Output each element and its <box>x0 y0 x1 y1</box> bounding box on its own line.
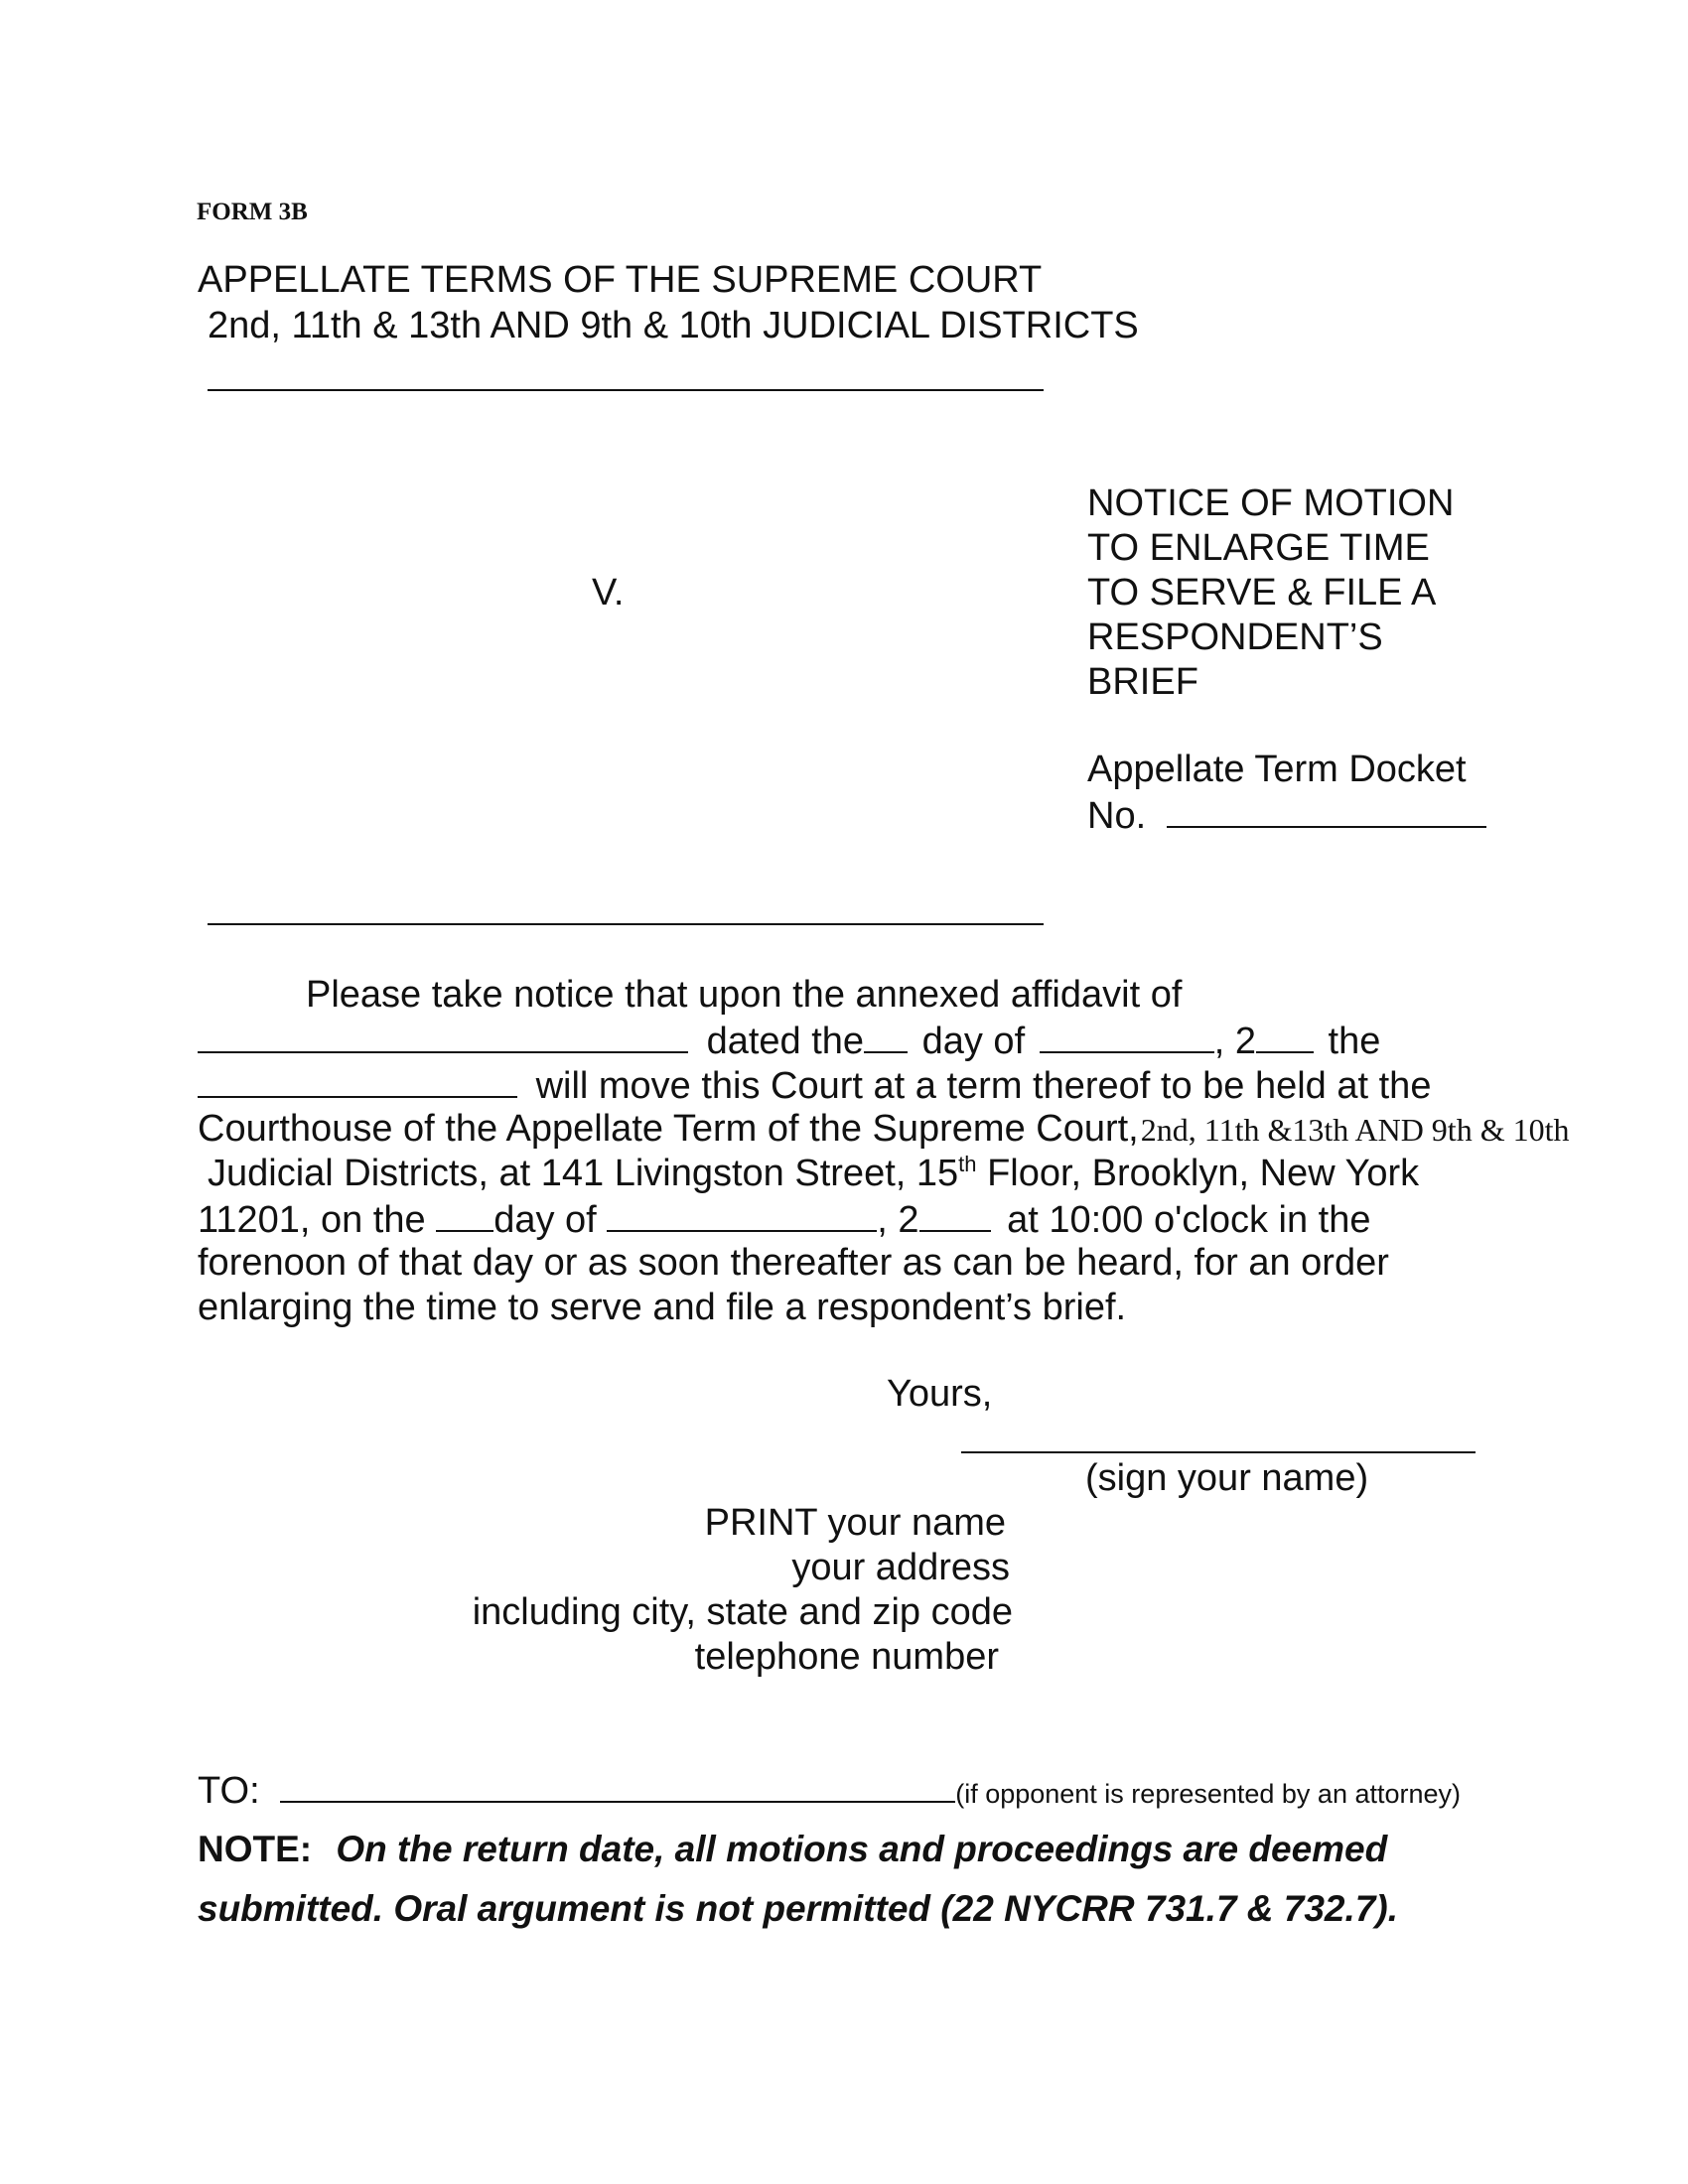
movant-field[interactable] <box>198 1062 517 1098</box>
motion-title-line: NOTICE OF MOTION <box>1087 482 1455 524</box>
address-label: your address <box>791 1547 1010 1588</box>
opponent-attorney-field[interactable] <box>280 1767 955 1803</box>
body-text: 11201, on the <box>198 1199 426 1241</box>
note-label: NOTE: <box>198 1829 313 1869</box>
form-id: FORM 3B <box>197 199 308 225</box>
note-text: submitted. Oral argument is not permitted (22 NYCRR 731.7 & 732.7). <box>198 1888 1398 1929</box>
body-line-7: forenoon of that day or as soon thereafter as can be heard, for an order <box>198 1242 1389 1284</box>
motion-title-line: TO ENLARGE TIME <box>1087 527 1430 569</box>
body-text: , 2 <box>1213 1021 1256 1062</box>
to-hint: (if opponent is represented by an attorney) <box>955 1779 1462 1809</box>
affidavit-year-field[interactable] <box>1256 1018 1314 1053</box>
note-text: On the return date, all motions and proceedings are deemed <box>336 1829 1388 1869</box>
docket-number-field[interactable] <box>1167 792 1486 828</box>
motion-title-line: RESPONDENT’S <box>1087 616 1383 658</box>
sign-hint: (sign your name) <box>1085 1457 1369 1499</box>
affidavit-day-field[interactable] <box>864 1018 908 1053</box>
signature-line[interactable] <box>961 1451 1476 1453</box>
body-text: the <box>1328 1021 1381 1062</box>
caption-top-rule <box>208 389 1044 391</box>
affidavit-month-field[interactable] <box>1040 1018 1214 1053</box>
districts-inline: 2nd, 11th &13th AND 9th & 10th <box>1140 1112 1570 1148</box>
body-text: at 10:00 o'clock in the <box>1007 1199 1371 1241</box>
print-name-label: PRINT your name <box>704 1502 1006 1544</box>
body-text: day of <box>921 1021 1026 1062</box>
docket-number-row <box>1087 792 1486 839</box>
body-line-2 <box>198 1018 1380 1064</box>
hearing-year-field[interactable] <box>919 1196 991 1232</box>
body-text: will move this Court at a term thereof to be held at the <box>535 1065 1432 1107</box>
body-line-1 <box>306 973 1182 1018</box>
court-name: APPELLATE TERMS OF THE SUPREME COURT <box>198 259 1043 301</box>
docket-no-label: No. <box>1087 795 1147 837</box>
docket-label: Appellate Term Docket <box>1087 749 1467 790</box>
body-line-8: enlarging the time to serve and file a respondent’s brief. <box>198 1287 1127 1328</box>
affiant-name-field[interactable] <box>198 1018 688 1053</box>
body-line-6 <box>198 1196 1370 1243</box>
body-text: Floor, Brooklyn, New York <box>987 1153 1420 1194</box>
motion-title-line: BRIEF <box>1087 661 1198 703</box>
motion-title-line: TO SERVE & FILE A <box>1087 572 1437 614</box>
body-line-3 <box>198 1062 1431 1109</box>
court-districts: 2nd, 11th & 13th AND 9th & 10th JUDICIAL DISTRICTS <box>208 305 1139 346</box>
body-text: Please take notice that upon the annexed affidavit of <box>306 974 1183 1016</box>
body-text: Judicial Districts, at 141 Livingston Street, 15 <box>208 1153 959 1194</box>
body-text: dated the <box>706 1021 865 1062</box>
phone-label: telephone number <box>694 1636 999 1678</box>
ordinal-suffix: th <box>958 1152 977 1176</box>
note-line-2 <box>198 1879 1398 1939</box>
versus-label: V. <box>592 572 625 614</box>
body-text: day of <box>493 1199 597 1241</box>
body-line-4 <box>198 1107 1569 1153</box>
note-line-1 <box>198 1820 1387 1879</box>
caption-bottom-rule <box>208 923 1044 925</box>
body-text: Courthouse of the Appellate Term of the Supreme Court, <box>198 1108 1139 1150</box>
city-label: including city, state and zip code <box>472 1591 1013 1633</box>
motion-title <box>1087 481 1454 705</box>
hearing-month-field[interactable] <box>607 1196 877 1232</box>
to-label: TO: <box>198 1770 260 1812</box>
hearing-day-field[interactable] <box>436 1196 493 1232</box>
body-line-5 <box>208 1152 1419 1196</box>
body-text: , 2 <box>877 1199 919 1241</box>
to-row <box>198 1767 1461 1817</box>
closing: Yours, <box>887 1373 993 1415</box>
